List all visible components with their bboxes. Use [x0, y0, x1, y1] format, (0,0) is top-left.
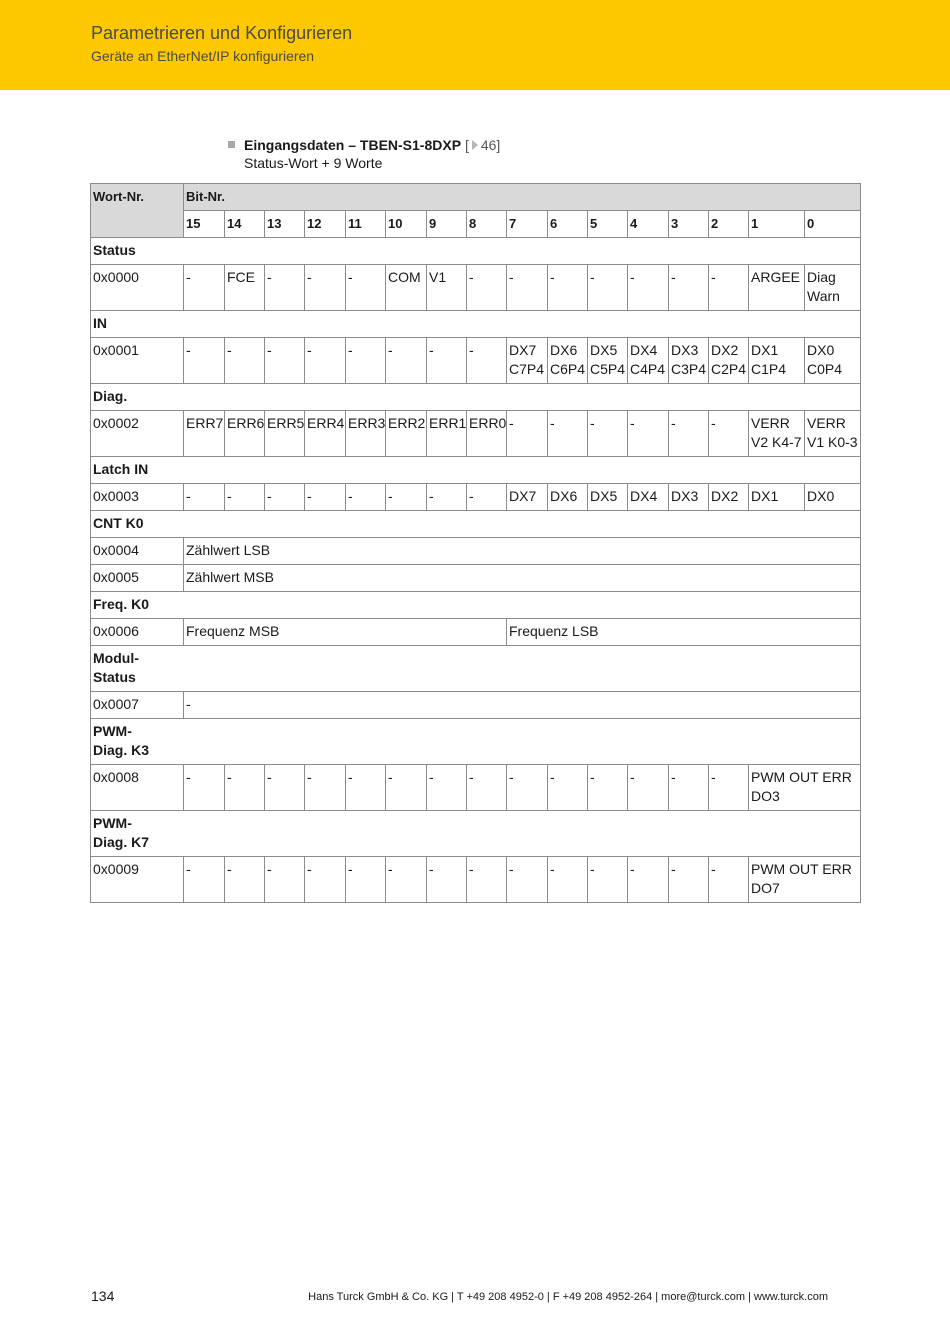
bit-value-cell: - — [588, 265, 628, 311]
bit-value-cell: - — [305, 765, 346, 811]
bit-value-cell: DX3 C3P4 — [669, 338, 709, 384]
table-row — [91, 338, 861, 384]
section-row — [91, 311, 861, 338]
bit-value-cell: - — [507, 765, 548, 811]
section-row — [91, 592, 861, 619]
bit-value-cell: DX6 C6P4 — [548, 338, 588, 384]
section-label: PWM- Diag. K3 — [91, 719, 861, 765]
table-header-row — [91, 184, 861, 211]
bit-value-cell: Diag Warn — [805, 265, 861, 311]
bit-value-cell: - — [305, 484, 346, 511]
bit-number-cell: 4 — [628, 211, 669, 238]
input-data-table — [90, 183, 861, 903]
bit-number-cell: 9 — [427, 211, 467, 238]
bit-number-cell: 0 — [805, 211, 861, 238]
bit-number-cell: 1 — [749, 211, 805, 238]
bit-value-cell: - — [184, 338, 225, 384]
footer-contact: Hans Turck GmbH & Co. KG | T +49 208 4952-0 | F +49 208 4952-264 | more@turck.com | www.turck.com — [308, 1291, 828, 1303]
section-label: PWM- Diag. K7 — [91, 811, 861, 857]
bit-value-cell: - — [346, 765, 386, 811]
bit-number-cell: 13 — [265, 211, 305, 238]
bit-value-cell: - — [265, 484, 305, 511]
page-header — [0, 0, 950, 90]
table-row — [91, 565, 861, 592]
table-row — [91, 619, 861, 646]
bit-value-cell: PWM OUT ERR DO3 — [749, 765, 861, 811]
bit-value-cell: DX4 C4P4 — [628, 338, 669, 384]
section-row — [91, 238, 861, 265]
word-number-cell: 0x0001 — [91, 338, 184, 384]
bit-value-cell: - — [709, 857, 749, 903]
word-number-cell: 0x0006 — [91, 619, 184, 646]
section-label: Latch IN — [91, 457, 861, 484]
bit-value-cell: - — [427, 338, 467, 384]
table-row — [91, 411, 861, 457]
frequency-msb-cell: Frequenz MSB — [184, 619, 507, 646]
bit-value-cell: DX4 — [628, 484, 669, 511]
word-number-cell: 0x0007 — [91, 692, 184, 719]
header-subtitle: Geräte an EtherNet/IP konfigurieren — [91, 48, 315, 64]
section-row — [91, 811, 861, 857]
table-row — [91, 857, 861, 903]
bit-value-cell: - — [225, 484, 265, 511]
bit-value-cell: - — [507, 857, 548, 903]
section-label: CNT K0 — [91, 511, 861, 538]
bit-value-cell: - — [548, 857, 588, 903]
bit-value-cell: - — [628, 857, 669, 903]
bit-value-cell: ERR4 — [305, 411, 346, 457]
header-word-nr: Wort-Nr. — [91, 184, 184, 238]
bit-value-cell: VERR V1 K0-3 — [805, 411, 861, 457]
bit-value-cell: - — [225, 857, 265, 903]
bit-value-cell: DX0 — [805, 484, 861, 511]
bit-value-cell: - — [265, 857, 305, 903]
bit-number-cell: 15 — [184, 211, 225, 238]
bit-value-cell: DX5 — [588, 484, 628, 511]
bit-value-cell: - — [427, 857, 467, 903]
bit-value-cell: COM — [386, 265, 427, 311]
bit-value-cell: ERR5 — [265, 411, 305, 457]
bit-value-cell: - — [346, 857, 386, 903]
bit-value-cell: - — [305, 338, 346, 384]
bit-value-cell: - — [427, 765, 467, 811]
word-number-cell: 0x0005 — [91, 565, 184, 592]
word-number-cell: 0x0008 — [91, 765, 184, 811]
bit-value-cell: - — [467, 338, 507, 384]
section-description: Status-Wort + 9 Worte — [244, 155, 383, 171]
frequency-lsb-cell: Frequenz LSB — [507, 619, 861, 646]
bit-value-cell: ERR1 — [427, 411, 467, 457]
bit-value-cell: - — [669, 265, 709, 311]
section-title: Eingangsdaten – TBEN-S1-8DXP — [244, 137, 462, 153]
bit-value-cell: DX7 — [507, 484, 548, 511]
bit-value-cell: - — [346, 484, 386, 511]
bit-value-cell: DX2 C2P4 — [709, 338, 749, 384]
bit-value-cell: PWM OUT ERR DO7 — [749, 857, 861, 903]
bit-value-cell: - — [386, 484, 427, 511]
bit-value-cell: ERR7 — [184, 411, 225, 457]
word-number-cell: 0x0002 — [91, 411, 184, 457]
bit-value-cell: DX0 C0P4 — [805, 338, 861, 384]
bit-value-cell: - — [346, 338, 386, 384]
bit-number-cell: 6 — [548, 211, 588, 238]
bit-value-cell: - — [548, 765, 588, 811]
arrow-right-icon — [472, 140, 478, 150]
bit-value-cell: - — [184, 857, 225, 903]
bit-value-cell: - — [386, 765, 427, 811]
bullet-square-icon — [228, 141, 235, 148]
word-value-cell: - — [184, 692, 861, 719]
bit-value-cell: FCE — [225, 265, 265, 311]
bit-value-cell: - — [225, 338, 265, 384]
header-title: Parametrieren und Konfigurieren — [91, 23, 353, 43]
word-number-cell: 0x0000 — [91, 265, 184, 311]
header-bit-nr: Bit-Nr. — [184, 184, 861, 211]
section-row — [91, 646, 861, 692]
bit-number-cell: 10 — [386, 211, 427, 238]
word-value-cell: Zählwert LSB — [184, 538, 861, 565]
bit-value-cell: - — [386, 857, 427, 903]
bit-value-cell: - — [467, 484, 507, 511]
bit-value-cell: - — [628, 411, 669, 457]
table-row — [91, 484, 861, 511]
bit-value-cell: - — [305, 265, 346, 311]
bit-number-cell: 8 — [467, 211, 507, 238]
bit-value-cell: ARGEE — [749, 265, 805, 311]
table-row — [91, 692, 861, 719]
bit-value-cell: - — [588, 765, 628, 811]
bit-value-cell: - — [548, 265, 588, 311]
bit-value-cell: - — [225, 765, 265, 811]
bit-value-cell: - — [507, 411, 548, 457]
bit-number-cell: 5 — [588, 211, 628, 238]
bit-value-cell: - — [588, 411, 628, 457]
bit-value-cell: - — [588, 857, 628, 903]
bit-value-cell: DX5 C5P4 — [588, 338, 628, 384]
bit-number-cell: 2 — [709, 211, 749, 238]
section-row — [91, 511, 861, 538]
bit-value-cell: - — [265, 265, 305, 311]
page-number: 134 — [91, 1288, 115, 1304]
cross-reference-link[interactable] — [465, 137, 500, 153]
bit-value-cell: - — [507, 265, 548, 311]
section-label: IN — [91, 311, 861, 338]
bit-value-cell: - — [386, 338, 427, 384]
bit-value-cell: - — [265, 338, 305, 384]
word-number-cell: 0x0003 — [91, 484, 184, 511]
bit-value-cell: - — [669, 411, 709, 457]
bit-number-cell: 14 — [225, 211, 265, 238]
bit-value-cell: ERR3 — [346, 411, 386, 457]
bit-value-cell: ERR0 — [467, 411, 507, 457]
bit-value-cell: V1 — [427, 265, 467, 311]
table-row — [91, 765, 861, 811]
section-label: Modul- Status — [91, 646, 861, 692]
bit-value-cell: - — [184, 765, 225, 811]
bit-value-cell: - — [305, 857, 346, 903]
table-row — [91, 265, 861, 311]
xref-bracket: [ — [464, 137, 469, 153]
bit-value-cell: - — [184, 265, 225, 311]
bit-number-cell: 11 — [346, 211, 386, 238]
bit-value-cell: - — [669, 857, 709, 903]
bit-value-cell: ERR6 — [225, 411, 265, 457]
bit-value-cell: - — [709, 765, 749, 811]
section-intro — [228, 137, 500, 171]
bit-value-cell: DX7 C7P4 — [507, 338, 548, 384]
bit-value-cell: - — [467, 265, 507, 311]
bit-value-cell: - — [709, 265, 749, 311]
section-label: Diag. — [91, 384, 861, 411]
bit-number-cell: 7 — [507, 211, 548, 238]
bit-value-cell: - — [467, 765, 507, 811]
bit-value-cell: - — [548, 411, 588, 457]
bit-value-cell: DX6 — [548, 484, 588, 511]
bit-number-row — [91, 211, 861, 238]
section-label: Freq. K0 — [91, 592, 861, 619]
bit-value-cell: ERR2 — [386, 411, 427, 457]
word-number-cell: 0x0004 — [91, 538, 184, 565]
bit-number-cell: 3 — [669, 211, 709, 238]
bit-value-cell: - — [628, 765, 669, 811]
bit-value-cell: DX1 C1P4 — [749, 338, 805, 384]
section-row — [91, 719, 861, 765]
section-row — [91, 384, 861, 411]
bit-number-cell: 12 — [305, 211, 346, 238]
table-row — [91, 538, 861, 565]
section-row — [91, 457, 861, 484]
xref-page: 46] — [480, 137, 501, 153]
bit-value-cell: - — [184, 484, 225, 511]
bit-value-cell: VERR V2 K4-7 — [749, 411, 805, 457]
word-number-cell: 0x0009 — [91, 857, 184, 903]
bit-value-cell: - — [346, 265, 386, 311]
word-value-cell: Zählwert MSB — [184, 565, 861, 592]
bit-value-cell: DX2 — [709, 484, 749, 511]
bit-value-cell: - — [669, 765, 709, 811]
bit-value-cell: - — [628, 265, 669, 311]
bit-value-cell: DX1 — [749, 484, 805, 511]
section-label: Status — [91, 238, 861, 265]
bit-value-cell: - — [709, 411, 749, 457]
bit-value-cell: - — [427, 484, 467, 511]
bit-value-cell: DX3 — [669, 484, 709, 511]
bit-value-cell: - — [265, 765, 305, 811]
bit-value-cell: - — [467, 857, 507, 903]
